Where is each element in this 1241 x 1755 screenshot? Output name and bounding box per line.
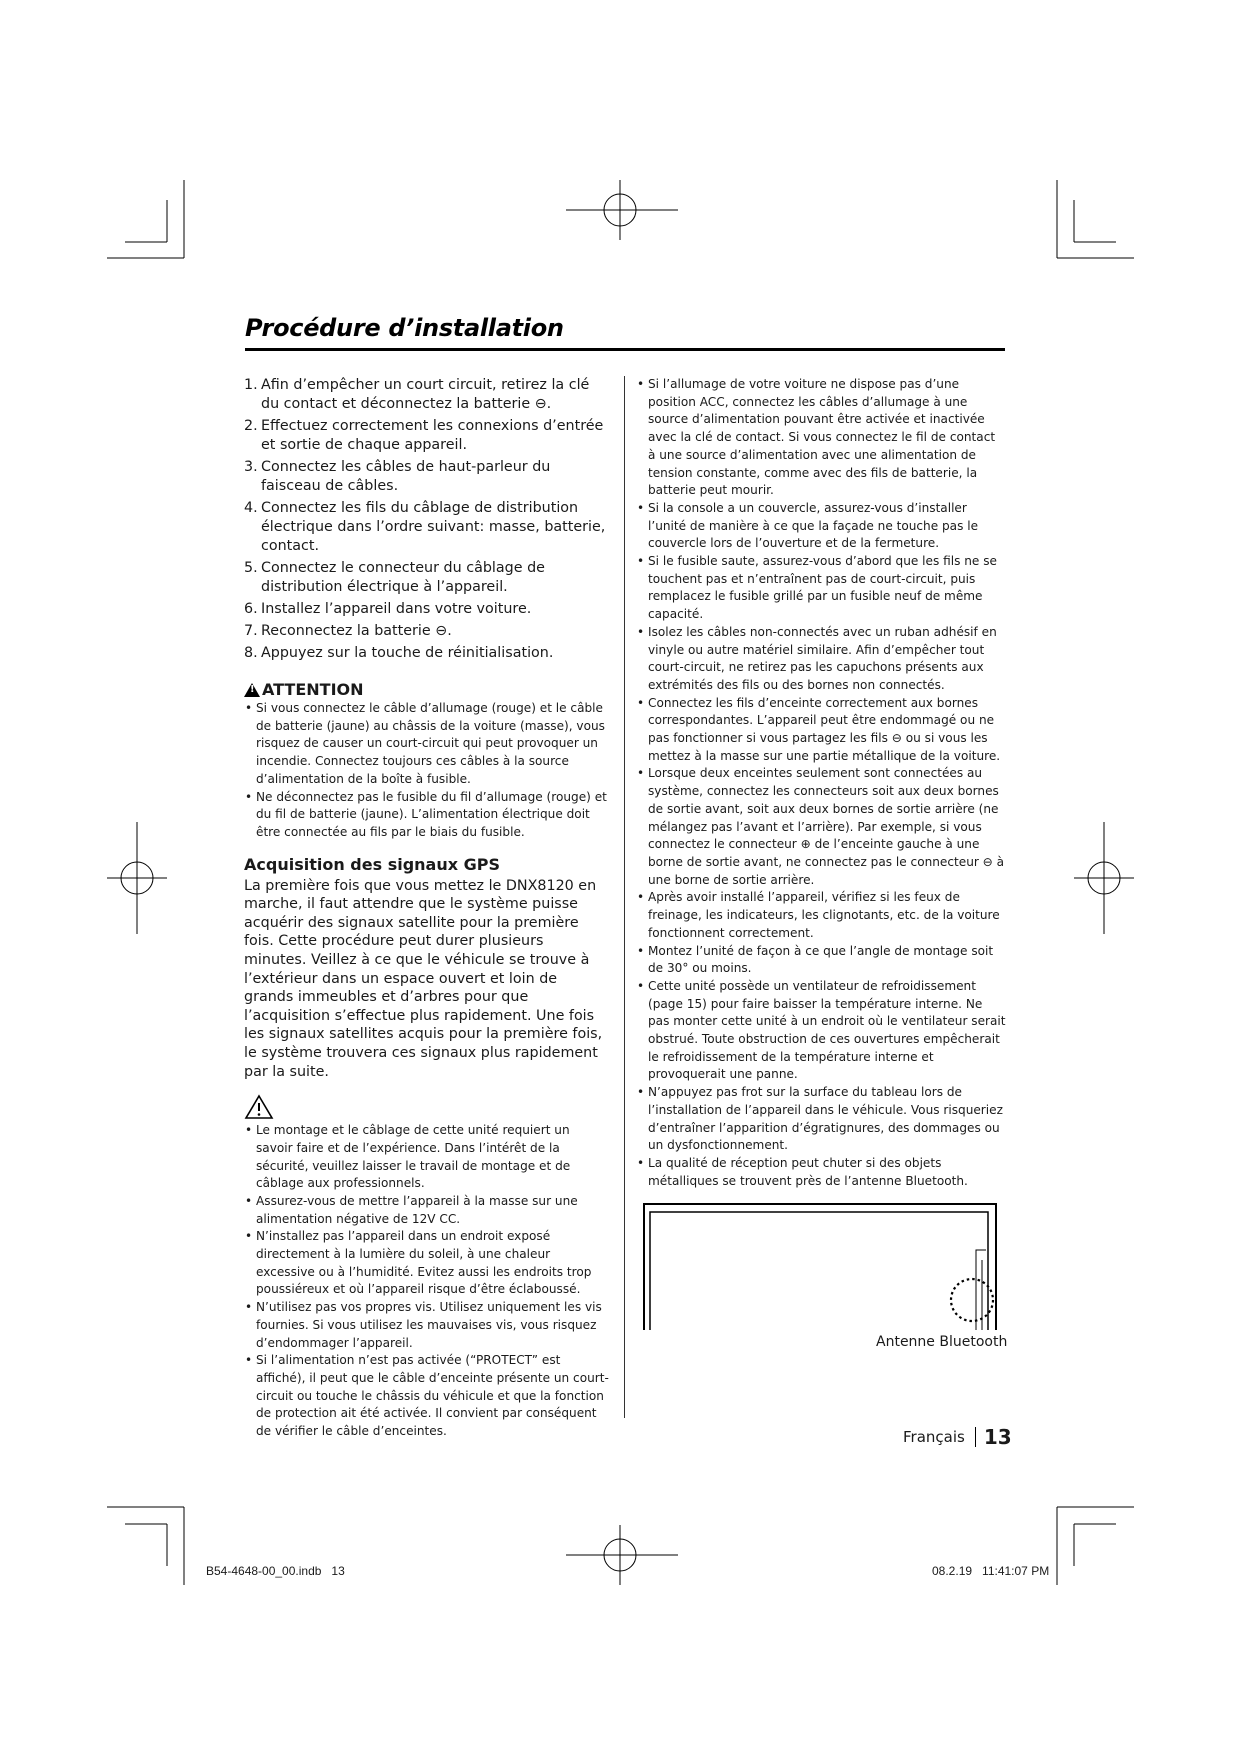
list-item: • N’utilisez pas vos propres vis. Utilisez uniquement les vis fournies. Si vous utilisez les mauvaises vis, vous risquez d’endommager l’appareil.	[244, 1299, 610, 1352]
list-item: • Connectez les fils d’enceinte correctement aux bornes correspondantes. L’appareil peut être endommagé ou ne pas fonctionner si vous partagez les fils ⊖ ou si vous les mettez à la masse sur une partie métallique de la voiture.	[636, 695, 1006, 766]
step-item: 8. Appuyez sur la touche de réinitialisation.	[244, 645, 554, 661]
caution-list	[636, 376, 1006, 1190]
warning-triangle-icon	[244, 683, 260, 697]
attention-list	[244, 700, 610, 842]
page-footer	[903, 1425, 1012, 1449]
step-item: 4. Connectez les fils du câblage de distribution électrique dans l’ordre suivant: masse, batterie, contact.	[244, 500, 606, 554]
installation-steps	[244, 376, 610, 663]
warning-list	[244, 1122, 610, 1441]
footer-separator	[975, 1427, 976, 1447]
list-item: • Si vous connectez le câble d’allumage (rouge) et le câble de batterie (jaune) au châssis de la voiture (masse), vous risquez de causer un court-circuit qui peut provoquer un incendie. Connectez toujours ces câbles à la source d’alimentation de la boîte à fusible.	[244, 700, 610, 789]
list-item: • Isolez les câbles non-connectés avec un ruban adhésif en vinyle ou autre matériel similaire. Afin d’empêcher tout court-circuit, ne retirez pas les capuchons présents aux extrémités des fils ou des bornes non connectés.	[636, 624, 1006, 695]
list-item: • Le montage et le câblage de cette unité requiert un savoir faire et de l’expérience. Dans l’intérêt de la sécurité, veuillez laisser le travail de montage et de câblage aux professionnels.	[244, 1122, 610, 1193]
step-item: 6. Installez l’appareil dans votre voiture.	[244, 601, 532, 617]
step-item: 3. Connectez les câbles de haut-parleur du faisceau de câbles.	[244, 459, 551, 494]
page-title: Procédure d’installation	[245, 314, 564, 342]
print-file-info: B54-4648-00_00.indb 13	[206, 1564, 345, 1578]
attention-heading: ! ATTENTION	[244, 680, 610, 700]
warning-icon	[244, 1094, 274, 1120]
print-timestamp: 08.2.19 11:41:07 PM	[932, 1564, 1050, 1578]
step-item: 1. Afin d’empêcher un court circuit, retirez la clé du contact et déconnectez la batterie ⊖.	[244, 377, 590, 412]
step-item: 5. Connectez le connecteur du câblage de distribution électrique à l’appareil.	[244, 560, 545, 595]
list-item: • Après avoir installé l’appareil, vérifiez si les feux de freinage, les indicateurs, les clignotants, etc. de la voiture fonctionnent correctement.	[636, 889, 1006, 942]
figure-caption: Antenne Bluetooth	[876, 1334, 1008, 1350]
gps-heading: Acquisition des signaux GPS	[244, 854, 500, 874]
list-item: • Assurez-vous de mettre l’appareil à la masse sur une alimentation négative de 12V CC.	[244, 1193, 610, 1228]
list-item: • Cette unité possède un ventilateur de refroidissement (page 15) pour faire baisser la température interne. Ne pas monter cette unité à un endroit où le ventilateur serait obstrué. Toute obstruction de ces ouvertures empêcherait le refroidissement de la température interne et provoquerait une panne.	[636, 978, 1006, 1084]
list-item: • N’installez pas l’appareil dans un endroit exposé directement à la lumière du soleil, à une chaleur excessive ou à l’humidité. Evitez aussi les endroits trop poussiéreux et où l’appareil risque d’être éclaboussé.	[244, 1228, 610, 1299]
page-number: 13	[983, 1425, 1012, 1449]
title-rule	[245, 348, 1005, 351]
step-item: 7. Reconnectez la batterie ⊖.	[244, 623, 452, 639]
right-column	[636, 376, 1006, 1190]
list-item: • La qualité de réception peut chuter si des objets métalliques se trouvent près de l’antenne Bluetooth.	[636, 1155, 1006, 1190]
list-item: • Si la console a un couvercle, assurez-vous d’installer l’unité de manière à ce que la façade ne touche pas le couvercle lors de l’ouverture et de la fermeture.	[636, 500, 1006, 553]
list-item: • Ne déconnectez pas le fusible du fil d’allumage (rouge) et du fil de batterie (jaune). L’alimentation électrique doit être connectée au fils par le biais du fusible.	[244, 789, 610, 842]
list-item: • Lorsque deux enceintes seulement sont connectées au système, connectez les connecteurs soit aux deux bornes de sortie avant, soit aux deux bornes de sortie arrière (ne mélangez pas l’avant et l’arrière). Par exemple, si vous connectez le connecteur ⊕ de l’enceinte gauche à une borne de sortie avant, ne connectez pas le connecteur ⊖ à une borne de sortie arrière.	[636, 765, 1006, 889]
list-item: • Si le fusible saute, assurez-vous d’abord que les fils ne se touchent pas et n’entraînent pas de court-circuit, puis remplacez le fusible grillé par un fusible neuf de même capacité.	[636, 553, 1006, 624]
step-item: 2. Effectuez correctement les connexions d’entrée et sortie de chaque appareil.	[244, 418, 604, 453]
list-item: • Si l’allumage de votre voiture ne dispose pas d’une position ACC, connectez les câbles d’allumage à une source d’alimentation pouvant être activée et inactivée avec la clé de contact. Si vous connectez le fil de contact à une source d’alimentation avec une alimentation de tension constante, comme avec des fils de batterie, la batterie peut mourir.	[636, 376, 1006, 500]
device-outline-graphic	[640, 1200, 1000, 1332]
language-label: Français	[903, 1428, 965, 1446]
bluetooth-antenna-figure	[640, 1200, 1000, 1336]
gps-body: La première fois que vous mettez le DNX8120 en marche, il faut attendre que le système puisse acquérir des signaux satellite pour la première fois. Cette procédure peut durer plusieurs minutes. Veillez à ce que le véhicule se trouve à l’extérieur dans un espace ouvert et loin de grands immeubles et d’arbres pour que l’acquisition s’effectue plus rapidement. Une fois les signaux satellites acquis pour la première fois, le système trouvera ces signaux plus rapidement par la suite.	[244, 877, 603, 1080]
list-item: • N’appuyez pas frot sur la surface du tableau lors de l’installation de l’appareil dans le véhicule. Vous risqueriez d’entraîner l’apparition d’égratignures, des dommages ou un dysfonctionnement.	[636, 1084, 1006, 1155]
list-item: • Montez l’unité de façon à ce que l’angle de montage soit de 30° ou moins.	[636, 943, 1006, 978]
column-divider	[624, 376, 625, 1418]
left-column	[244, 376, 610, 1441]
list-item: • Si l’alimentation n’est pas activée (“PROTECT” est affiché), il peut que le câble d’enceinte présente un court-circuit ou touche le châssis du véhicule et que la fonction de protection ait été activée. Il convient par conséquent de vérifier le câble d’enceintes.	[244, 1352, 610, 1441]
